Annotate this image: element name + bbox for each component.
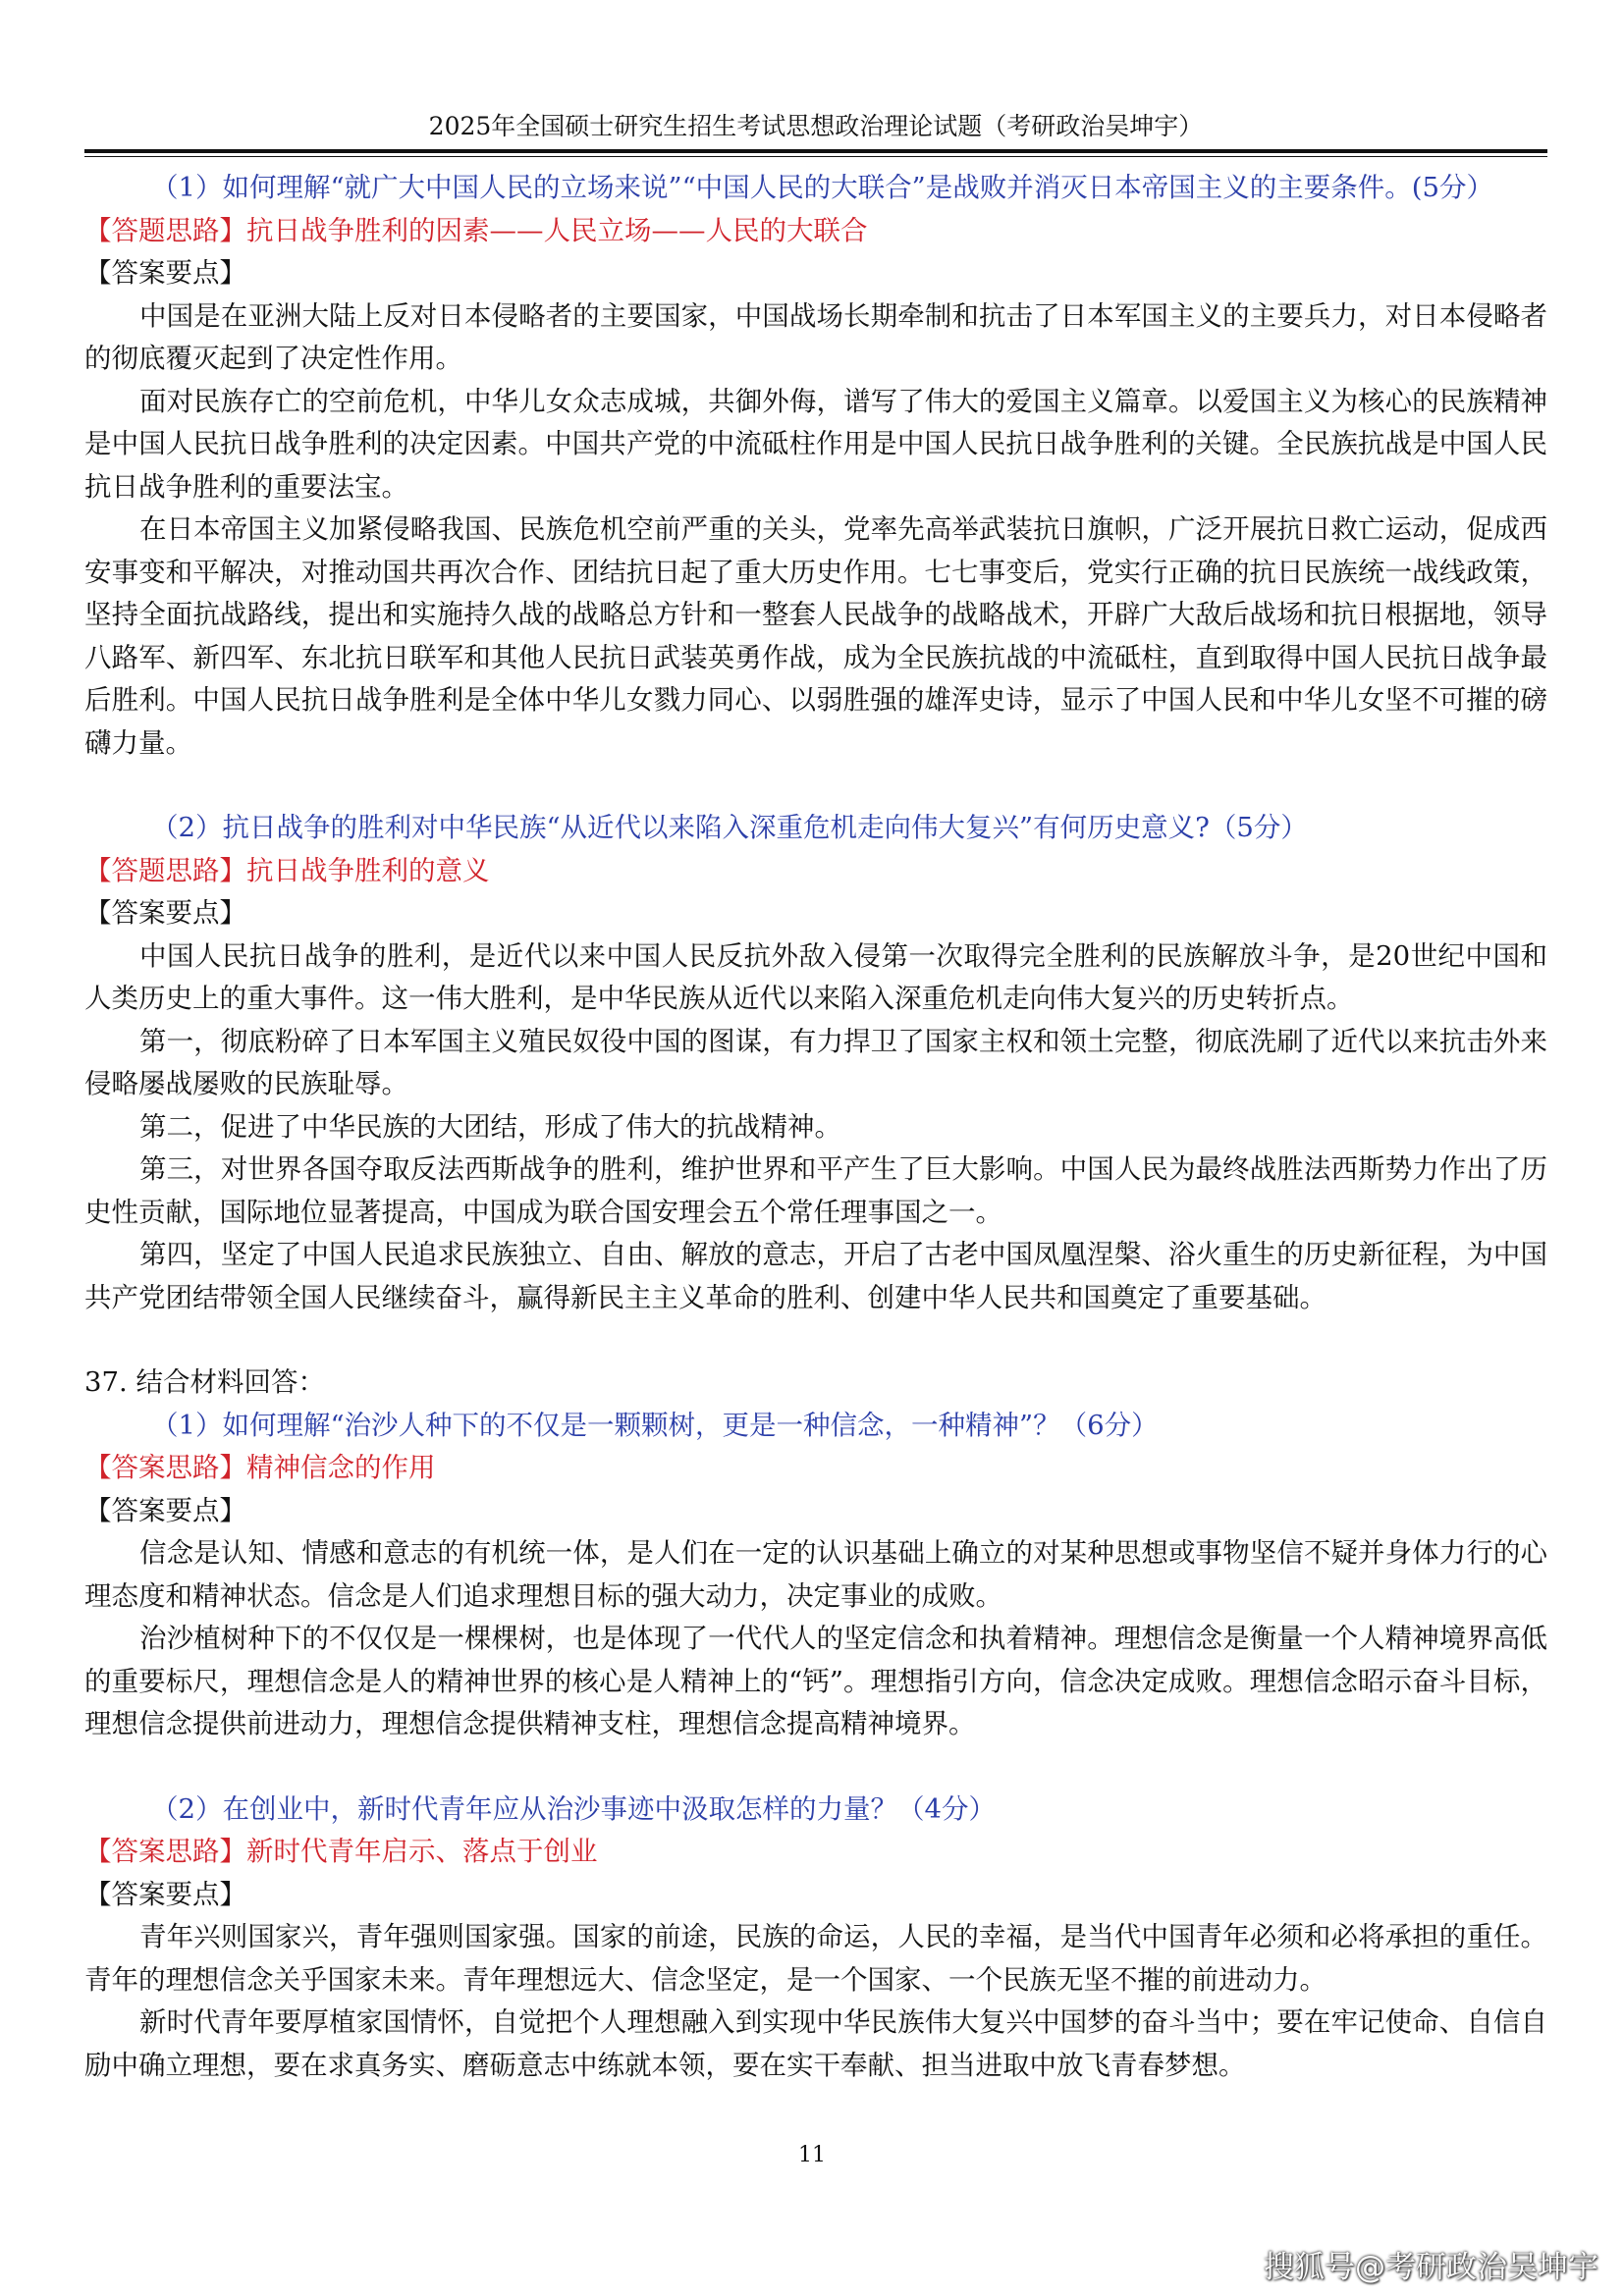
question-37-heading: 37. 结合材料回答： xyxy=(84,1366,325,1398)
answer-label: 【答案要点】 xyxy=(84,1494,246,1526)
page-number: 11 xyxy=(798,2143,826,2167)
idea-label: 【答题思路】 xyxy=(84,854,246,886)
idea-line-1 xyxy=(84,210,1547,253)
answer-paragraph: 面对民族存亡的空前危机，中华儿女众志成城，共御外侮，谱写了伟大的爱国主义篇章。以爱国主义为核心的民族精神是中国人民抗日战争胜利的决定因素。中国共产党的中流砥柱作用是中国人民抗日战争胜利的关键。全民族抗战是中国人民抗日战争胜利的重要法宝。 xyxy=(84,385,1547,503)
idea-line-3 xyxy=(84,1447,1547,1490)
source-watermark: 搜狐号@考研政治吴坤宇 xyxy=(1264,2250,1598,2285)
idea-label: 【答案思路】 xyxy=(84,1452,246,1483)
answer-paragraph: 中国人民抗日战争的胜利，是近代以来中国人民反抗外敌入侵第一次取得完全胜利的民族解放斗争，是20世纪中国和人类历史上的重大事件。这一伟大胜利，是中华民族从近代以来陷入深重危机走向伟大复兴的历史转折点。 xyxy=(84,939,1547,1014)
answer-paragraph: 第三，对世界各国夺取反法西斯战争的胜利，维护世界和平产生了巨大影响。中国人民为最终战胜法西斯势力作出了历史性贡献，国际地位显著提高，中国成为联合国安理会五个常任理事国之一。 xyxy=(84,1153,1547,1228)
idea-text: 抗日战争胜利的因素——人民立场——人民的大联合 xyxy=(246,214,868,246)
answer-label: 【答案要点】 xyxy=(84,257,246,289)
idea-text: 新时代青年启示、落点于创业 xyxy=(246,1836,598,1867)
answer-paragraph: 新时代青年要厚植家国情怀，自觉把个人理想融入到实现中华民族伟大复兴中国梦的奋斗当中；要在牢记使命、自信自励中确立理想，要在求真务实、磨砺意志中练就本领，要在实干奉献、担当进取中放飞青春梦想。 xyxy=(84,2006,1547,2081)
idea-text: 精神信念的作用 xyxy=(246,1452,436,1483)
answer-paragraph: 治沙植树种下的不仅仅是一棵棵树，也是体现了一代代人的坚定信念和执着精神。理想信念是衡量一个人精神境界高低的重要标尺，理想信念是人的精神世界的核心是人精神上的“钙”。理想指引方向，信念决定成败。理想信念昭示奋斗目标，理想信念提供前进动力，理想信念提供精神支柱，理想信念提高精神境界。 xyxy=(84,1623,1547,1739)
answer-paragraph: 第二，促进了中华民族的大团结，形成了伟大的抗战精神。 xyxy=(139,1110,841,1143)
header-rule-thin xyxy=(84,156,1547,157)
answer-paragraph: 第一，彻底粉碎了日本军国主义殖民奴役中国的图谋，有力捍卫了国家主权和领土完整，彻底洗刷了近代以来抗击外来侵略屡战屡败的民族耻辱。 xyxy=(84,1025,1547,1099)
idea-line-2 xyxy=(84,850,1547,893)
answer-label: 【答案要点】 xyxy=(84,897,246,929)
page-content xyxy=(84,167,1547,2087)
idea-label: 【答题思路】 xyxy=(84,214,246,246)
answer-paragraph: 信念是认知、情感和意志的有机统一体，是人们在一定的认识基础上确立的对某种思想或事物坚信不疑并身体力行的心理态度和精神状态。信念是人们追求理想目标的强大动力，决定事业的成败。 xyxy=(84,1537,1547,1612)
answer-label: 【答案要点】 xyxy=(84,1878,246,1910)
answer-paragraph: 中国是在亚洲大陆上反对日本侵略者的主要国家，中国战场长期牵制和抗击了日本军国主义的主要兵力，对日本侵略者的彻底覆灭起到了决定性作用。 xyxy=(84,299,1547,374)
answer-paragraph: 青年兴则国家兴，青年强则国家强。国家的前途，民族的命运，人民的幸福，是当代中国青年必须和必将承担的重任。青年的理想信念关乎国家未来。青年理想远大、信念坚定，是一个国家、一个民族无坚不摧的前进动力。 xyxy=(84,1921,1547,1996)
idea-text: 抗日战争胜利的意义 xyxy=(246,854,490,886)
question-1-2: （2）抗日战争的胜利对中华民族“从近代以来陷入深重危机走向伟大复兴”有何历史意义?（5分） xyxy=(151,812,1308,843)
answer-paragraph: 第四，坚定了中国人民追求民族独立、自由、解放的意志，开启了古老中国凤凰涅槃、浴火重生的历史新征程，为中国共产党团结带领全国人民继续奋斗，赢得新民主主义革命的胜利、创建中华人民共和国奠定了重要基础。 xyxy=(84,1239,1547,1313)
question-1-1: （1）如何理解“就广大中国人民的立场来说”“中国人民的大联合”是战败并消灭日本帝国主义的主要条件。(5分） xyxy=(151,172,1493,203)
header-rule-thick xyxy=(84,149,1547,153)
question-37-1: （1）如何理解“治沙人种下的不仅是一颗颗树，更是一种信念，一种精神”？（6分） xyxy=(151,1409,1159,1441)
page-header-title: 2025年全国硕士研究生招生考试思想政治理论试题（考研政治吴坤宇） xyxy=(428,112,1204,140)
question-37-2: （2）在创业中，新时代青年应从治沙事迹中汲取怎样的力量？（4分） xyxy=(151,1792,996,1825)
idea-line-4 xyxy=(84,1831,1547,1874)
answer-paragraph: 在日本帝国主义加紧侵略我国、民族危机空前严重的关头，党率先高举武装抗日旗帜，广泛开展抗日救亡运动，促成西安事变和平解决，对推动国共再次合作、团结抗日起了重大历史作用。七七事变后，党实行正确的抗日民族统一战线政策，坚持全面抗战路线，提出和实施持久战的战略总方针和一整套人民战争的战略战术，开辟广大敌后战场和抗日根据地，领导八路军、新四军、东北抗日联军和其他人民抗日武装英勇作战，成为全民族抗战的中流砥柱，直到取得中国人民抗日战争最后胜利。中国人民抗日战争胜利是全体中华儿女戮力同心、以弱胜强的雄浑史诗，显示了中国人民和中华儿女坚不可摧的磅礴力量。 xyxy=(84,513,1547,759)
idea-label: 【答案思路】 xyxy=(84,1836,246,1867)
